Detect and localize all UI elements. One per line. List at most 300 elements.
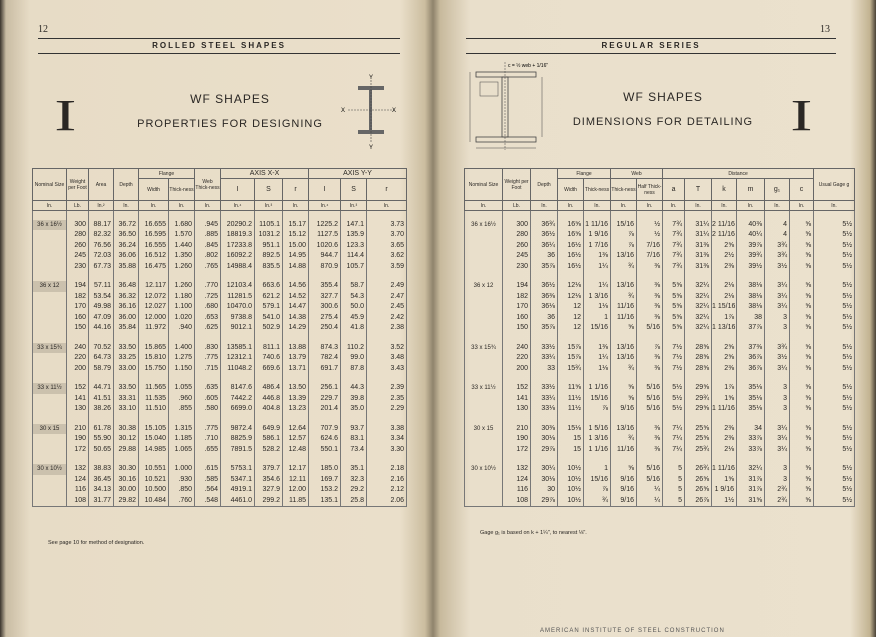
running-head: REGULAR SERIES xyxy=(466,38,836,54)
spacer-cell xyxy=(33,211,67,220)
table-cell: 36.50 xyxy=(114,230,139,241)
table-cell: 32¼ xyxy=(685,281,712,292)
table-cell: 2⅛ xyxy=(712,281,737,292)
header-g1: g₁ xyxy=(765,179,790,201)
table-cell: 2.39 xyxy=(367,383,407,394)
table-cell: 649.9 xyxy=(255,424,283,435)
group-spacer xyxy=(465,334,855,343)
group-spacer xyxy=(465,374,855,383)
header-yy-r: r xyxy=(367,179,407,201)
spacer-cell xyxy=(67,415,89,424)
table-cell: 5½ xyxy=(814,364,855,375)
table-cell: 210 xyxy=(503,424,531,435)
table-cell: 31⅝ xyxy=(737,496,765,507)
table-cell: ⅜ xyxy=(637,281,663,292)
table-cell: 15.12 xyxy=(283,230,309,241)
publisher-line: AMERICAN INSTITUTE OF STEEL CONSTRUCTION xyxy=(540,628,725,634)
unit-cell: In. xyxy=(465,201,503,211)
table-cell: 15/16 xyxy=(584,394,611,405)
table-cell: 9/16 xyxy=(611,496,637,507)
table-cell: 35.1 xyxy=(341,464,367,475)
spacer-cell xyxy=(737,272,765,281)
table-cell: 11048.2 xyxy=(221,364,255,375)
table-cell: 3.70 xyxy=(367,230,407,241)
detailing-section-diagram xyxy=(466,58,556,154)
spacer-cell xyxy=(114,374,139,383)
table-cell: ¾ xyxy=(611,364,637,375)
table-cell: 153.2 xyxy=(309,485,341,496)
table-cell: 240 xyxy=(67,343,89,354)
table-cell: 7¾ xyxy=(663,251,685,262)
spacer-cell xyxy=(558,374,584,383)
table-cell: ⅝ xyxy=(790,343,814,354)
group-spacer xyxy=(465,272,855,281)
spacer-cell xyxy=(685,415,712,424)
spacer-cell xyxy=(89,415,114,424)
table-cell: 379.7 xyxy=(255,464,283,475)
table-cell: 5½ xyxy=(814,383,855,394)
spacer-cell xyxy=(341,272,367,281)
spacer-cell xyxy=(611,455,637,464)
table-cell: 33 xyxy=(531,364,558,375)
table-cell: .548 xyxy=(195,496,221,507)
table-cell: ¾ xyxy=(611,262,637,273)
table-cell: 30⅛ xyxy=(531,434,558,445)
table-cell: 13/16 xyxy=(611,424,637,435)
spacer-cell xyxy=(611,334,637,343)
table-row xyxy=(465,445,855,456)
table-cell: ⅝ xyxy=(790,424,814,435)
table-cell: 61.78 xyxy=(89,424,114,435)
table-cell: 76.56 xyxy=(89,241,114,252)
table-cell: 5⅝ xyxy=(663,302,685,313)
table-cell: 1⅝ xyxy=(712,475,737,486)
spacer-cell xyxy=(139,211,169,220)
table-cell: 200 xyxy=(67,364,89,375)
table-cell: 29.2 xyxy=(341,485,367,496)
table-cell: 15.105 xyxy=(139,424,169,435)
table-cell: 4 xyxy=(765,230,790,241)
table-cell: 5½ xyxy=(814,394,855,405)
spacer-cell xyxy=(309,272,341,281)
table-cell: 1.440 xyxy=(169,241,195,252)
table-cell: 28⅝ xyxy=(685,353,712,364)
group-spacer xyxy=(33,334,407,343)
header-axis-yy: AXIS Y-Y xyxy=(309,169,407,179)
table-cell: 7½ xyxy=(663,364,685,375)
group-spacer xyxy=(33,374,407,383)
table-cell: 36.16 xyxy=(114,302,139,313)
table-cell: 35.88 xyxy=(114,262,139,273)
table-cell: ⅞ xyxy=(584,404,611,415)
table-cell: 13/16 xyxy=(611,353,637,364)
table-cell: 30.12 xyxy=(114,434,139,445)
table-cell: 5½ xyxy=(814,230,855,241)
table-cell: .680 xyxy=(195,302,221,313)
table-cell: 5⅝ xyxy=(663,313,685,324)
spacer-cell xyxy=(221,415,255,424)
unit-cell: In.² xyxy=(89,201,114,211)
table-cell: 15.750 xyxy=(139,364,169,375)
table-cell: 37⅜ xyxy=(737,343,765,354)
table-cell: 35.0 xyxy=(341,404,367,415)
spacer-cell xyxy=(139,374,169,383)
header-flange: Flange xyxy=(558,169,611,179)
spacer-cell xyxy=(221,272,255,281)
table-cell: 256.1 xyxy=(309,383,341,394)
blank-size-cell xyxy=(33,485,67,496)
table-cell: 41.51 xyxy=(89,394,114,405)
table-row xyxy=(465,241,855,252)
table-cell: 13.39 xyxy=(283,394,309,405)
spacer-cell xyxy=(114,272,139,281)
table-cell: 16½ xyxy=(558,262,584,273)
table-cell: .605 xyxy=(195,394,221,405)
table-cell: 170 xyxy=(503,302,531,313)
table-cell: 1.275 xyxy=(169,353,195,364)
nominal-size-cell: 30 x 15 xyxy=(465,424,503,435)
table-cell: 12 xyxy=(558,302,584,313)
table-cell: 3½ xyxy=(765,353,790,364)
table-cell: 5 xyxy=(663,496,685,507)
spacer-cell xyxy=(663,374,685,383)
table-cell: 16⅝ xyxy=(558,220,584,231)
table-cell: ⅝ xyxy=(790,241,814,252)
header-distance: Distance xyxy=(663,169,814,179)
header-area: Area xyxy=(89,169,114,201)
blank-size-cell xyxy=(33,475,67,486)
header-weight: Weight per Foot xyxy=(503,169,531,201)
table-cell: 11½ xyxy=(558,404,584,415)
unit-cell: In. xyxy=(584,201,611,211)
spacer-cell xyxy=(737,334,765,343)
table-cell: 108 xyxy=(67,496,89,507)
table-cell: 33⅞ xyxy=(737,445,765,456)
table-cell: 35⅛ xyxy=(737,404,765,415)
unit-cell: In. xyxy=(790,201,814,211)
table-row xyxy=(33,424,407,435)
spacer-cell xyxy=(814,455,855,464)
table-cell: 15⅛ xyxy=(558,424,584,435)
spacer-cell xyxy=(611,374,637,383)
table-row xyxy=(465,292,855,303)
header-axis-xx: AXIS X-X xyxy=(221,169,309,179)
table-cell: 53.54 xyxy=(89,292,114,303)
table-cell: 15.00 xyxy=(283,241,309,252)
blank-size-cell xyxy=(465,364,503,375)
table-cell: .580 xyxy=(195,404,221,415)
unit-cell: In. xyxy=(712,201,737,211)
table-cell: 12⅛ xyxy=(558,292,584,303)
table-cell: 10½ xyxy=(558,464,584,475)
spacer-cell xyxy=(255,211,283,220)
spacer-cell xyxy=(558,272,584,281)
header-flange-width: Width xyxy=(558,179,584,201)
table-cell: 1 1/16 xyxy=(584,383,611,394)
table-cell: ¼ xyxy=(637,485,663,496)
table-cell: 7/16 xyxy=(637,241,663,252)
spacer-cell xyxy=(139,272,169,281)
table-cell: ⅞ xyxy=(584,485,611,496)
table-cell: 13/16 xyxy=(611,281,637,292)
table-cell: 250.4 xyxy=(309,323,341,334)
table-cell: 124 xyxy=(67,475,89,486)
table-cell: 2.29 xyxy=(367,404,407,415)
spacer-cell xyxy=(737,415,765,424)
table-cell: .830 xyxy=(195,343,221,354)
nominal-size-cell: 30 x 15 xyxy=(33,424,67,435)
spacer-cell xyxy=(89,211,114,220)
spacer-cell xyxy=(503,211,531,220)
table-cell: 36½ xyxy=(531,281,558,292)
table-cell: 26⅞ xyxy=(685,496,712,507)
table-cell: 1.315 xyxy=(169,424,195,435)
table-cell: 327.9 xyxy=(255,485,283,496)
spacer-cell xyxy=(765,374,790,383)
table-cell: 15/16 xyxy=(611,220,637,231)
table-cell: 1 9/16 xyxy=(584,230,611,241)
table-cell: ⅜ xyxy=(637,364,663,375)
table-cell: 1 9/16 xyxy=(712,485,737,496)
table-cell: 36.48 xyxy=(114,281,139,292)
table-cell: 4461.0 xyxy=(221,496,255,507)
properties-table xyxy=(32,168,407,507)
table-cell: 3¼ xyxy=(765,424,790,435)
table-cell: 2⅛ xyxy=(712,445,737,456)
table-cell: 30.16 xyxy=(114,475,139,486)
spacer-cell xyxy=(341,211,367,220)
table-cell: 1 13/16 xyxy=(712,323,737,334)
table-cell: 36½ xyxy=(531,230,558,241)
blank-size-cell xyxy=(33,394,67,405)
table-cell: 12.17 xyxy=(283,464,309,475)
table-cell: 38⅛ xyxy=(737,302,765,313)
header-web-half-thickness: Half Thick-ness xyxy=(637,179,663,201)
table-cell: 446.8 xyxy=(255,394,283,405)
spacer-cell xyxy=(33,415,67,424)
table-cell: 3 xyxy=(765,464,790,475)
blank-size-cell xyxy=(33,364,67,375)
table-cell: 88.17 xyxy=(89,220,114,231)
table-cell: 58.7 xyxy=(341,281,367,292)
table-cell: .845 xyxy=(195,241,221,252)
table-cell: 1 15/16 xyxy=(712,302,737,313)
table-cell: ¾ xyxy=(611,292,637,303)
table-cell: 141 xyxy=(67,394,89,405)
spacer-cell xyxy=(465,415,503,424)
table-cell: 7¼ xyxy=(663,445,685,456)
spacer-cell xyxy=(712,334,737,343)
unit-cell: In. xyxy=(663,201,685,211)
table-cell: 1¼ xyxy=(584,262,611,273)
page-number: 13 xyxy=(820,24,830,35)
table-cell: 17233.8 xyxy=(221,241,255,252)
table-cell: 30.30 xyxy=(114,464,139,475)
table-cell: 72.03 xyxy=(89,251,114,262)
table-cell: 40¼ xyxy=(737,230,765,241)
table-cell: .725 xyxy=(195,292,221,303)
table-cell: 1 xyxy=(584,464,611,475)
table-cell: 2⅜ xyxy=(712,262,737,273)
table-cell: 36.32 xyxy=(114,292,139,303)
table-cell: ⅝ xyxy=(790,485,814,496)
table-row xyxy=(465,404,855,415)
table-cell: 182 xyxy=(67,292,89,303)
table-cell: 2⅝ xyxy=(712,353,737,364)
table-cell: 1.260 xyxy=(169,281,195,292)
table-cell: ¼ xyxy=(637,496,663,507)
table-cell: 5½ xyxy=(814,262,855,273)
spacer-cell xyxy=(89,374,114,383)
table-cell: 3 xyxy=(765,475,790,486)
unit-cell: In. xyxy=(685,201,712,211)
spacer-cell xyxy=(712,374,737,383)
table-cell: 116 xyxy=(67,485,89,496)
table-cell: 30¼ xyxy=(531,464,558,475)
table-cell: 15/16 xyxy=(584,475,611,486)
right-page xyxy=(438,0,876,637)
table-cell: .930 xyxy=(169,475,195,486)
spacer-cell xyxy=(584,334,611,343)
table-cell: 874.3 xyxy=(309,343,341,354)
table-row xyxy=(33,251,407,262)
table-row xyxy=(33,302,407,313)
spacer-cell xyxy=(67,374,89,383)
table-cell: 31⅜ xyxy=(685,241,712,252)
spacer-cell xyxy=(114,415,139,424)
spacer-cell xyxy=(169,211,195,220)
table-cell: 16½ xyxy=(558,251,584,262)
spacer-cell xyxy=(139,415,169,424)
table-cell: 3.59 xyxy=(367,262,407,273)
table-cell: 14.38 xyxy=(283,313,309,324)
table-cell: 105.7 xyxy=(341,262,367,273)
table-cell: 35⅞ xyxy=(531,262,558,273)
table-cell: 9/16 xyxy=(611,485,637,496)
unit-cell: In. xyxy=(814,201,855,211)
table-cell: 280 xyxy=(503,230,531,241)
spacer-cell xyxy=(663,272,685,281)
spacer-cell xyxy=(712,272,737,281)
table-cell: 160 xyxy=(503,313,531,324)
table-cell: 29.82 xyxy=(114,496,139,507)
spacer-cell xyxy=(790,455,814,464)
table-cell: 11/16 xyxy=(611,445,637,456)
table-cell: 31⅜ xyxy=(685,262,712,273)
table-cell: 33.50 xyxy=(114,343,139,354)
table-cell: 11281.5 xyxy=(221,292,255,303)
table-cell: ⅜ xyxy=(637,262,663,273)
table-cell: ⅝ xyxy=(790,496,814,507)
table-cell: 194 xyxy=(67,281,89,292)
table-cell: 8147.6 xyxy=(221,383,255,394)
table-cell: 36¾ xyxy=(531,220,558,231)
table-cell: 54.3 xyxy=(341,292,367,303)
table-row xyxy=(33,292,407,303)
table-cell: 12.57 xyxy=(283,434,309,445)
table-cell: 31.77 xyxy=(89,496,114,507)
blank-size-cell xyxy=(465,262,503,273)
table-cell: 835.5 xyxy=(255,262,283,273)
unit-cell: In. xyxy=(114,201,139,211)
table-cell: 55.90 xyxy=(89,434,114,445)
table-cell: ⅝ xyxy=(790,313,814,324)
table-cell: .775 xyxy=(195,424,221,435)
table-cell: 150 xyxy=(503,323,531,334)
table-cell: .850 xyxy=(169,485,195,496)
table-cell: .585 xyxy=(195,475,221,486)
spacer-cell xyxy=(67,455,89,464)
spacer-cell xyxy=(584,374,611,383)
table-cell: 12.00 xyxy=(283,485,309,496)
table-cell: 200 xyxy=(503,364,531,375)
unit-cell: In.⁴ xyxy=(309,201,341,211)
table-cell: 5½ xyxy=(814,475,855,486)
table-cell: 31¼ xyxy=(685,220,712,231)
table-cell: 12103.4 xyxy=(221,281,255,292)
spacer-cell xyxy=(255,415,283,424)
unit-cell: Lb. xyxy=(67,201,89,211)
table-row xyxy=(465,262,855,273)
spacer-cell xyxy=(685,334,712,343)
table-cell: 10½ xyxy=(558,475,584,486)
table-cell: 1⅜ xyxy=(584,343,611,354)
table-cell: 33.10 xyxy=(114,404,139,415)
table-cell: 14.29 xyxy=(283,323,309,334)
table-cell: 185.0 xyxy=(309,464,341,475)
spacer-cell xyxy=(67,211,89,220)
table-cell: 1⅛ xyxy=(584,302,611,313)
table-cell: 1.570 xyxy=(169,230,195,241)
table-cell: 39¾ xyxy=(737,251,765,262)
header-yy-I: I xyxy=(309,179,341,201)
table-cell: 5½ xyxy=(814,323,855,334)
spacer-cell xyxy=(465,455,503,464)
table-cell: 141 xyxy=(503,394,531,405)
table-cell: 5½ xyxy=(814,313,855,324)
table-cell: 1⅛ xyxy=(584,364,611,375)
unit-cell: In. xyxy=(611,201,637,211)
spacer-cell xyxy=(765,334,790,343)
table-cell: 32.3 xyxy=(341,475,367,486)
i-beam-icon: I xyxy=(54,91,77,140)
table-cell: 15.865 xyxy=(139,343,169,354)
group-spacer xyxy=(465,211,855,220)
spacer-cell xyxy=(503,272,531,281)
spacer-cell xyxy=(663,455,685,464)
table-cell: 624.6 xyxy=(309,434,341,445)
table-cell: .960 xyxy=(169,394,195,405)
spacer-cell xyxy=(309,455,341,464)
blank-size-cell xyxy=(465,485,503,496)
spacer-cell xyxy=(584,211,611,220)
table-cell: 5½ xyxy=(814,434,855,445)
spacer-cell xyxy=(637,415,663,424)
spacer-cell xyxy=(367,374,407,383)
table-cell: 1225.2 xyxy=(309,220,341,231)
header-a: a xyxy=(663,179,685,201)
table-cell: 5½ xyxy=(814,445,855,456)
table-cell: 29⅞ xyxy=(531,445,558,456)
table-cell: 2⅝ xyxy=(712,241,737,252)
table-cell: 172 xyxy=(67,445,89,456)
spacer-cell xyxy=(283,455,309,464)
spacer-cell xyxy=(195,334,221,343)
table-row xyxy=(465,394,855,405)
spacer-cell xyxy=(765,272,790,281)
spacer-cell xyxy=(790,334,814,343)
table-cell: 11⅝ xyxy=(558,383,584,394)
